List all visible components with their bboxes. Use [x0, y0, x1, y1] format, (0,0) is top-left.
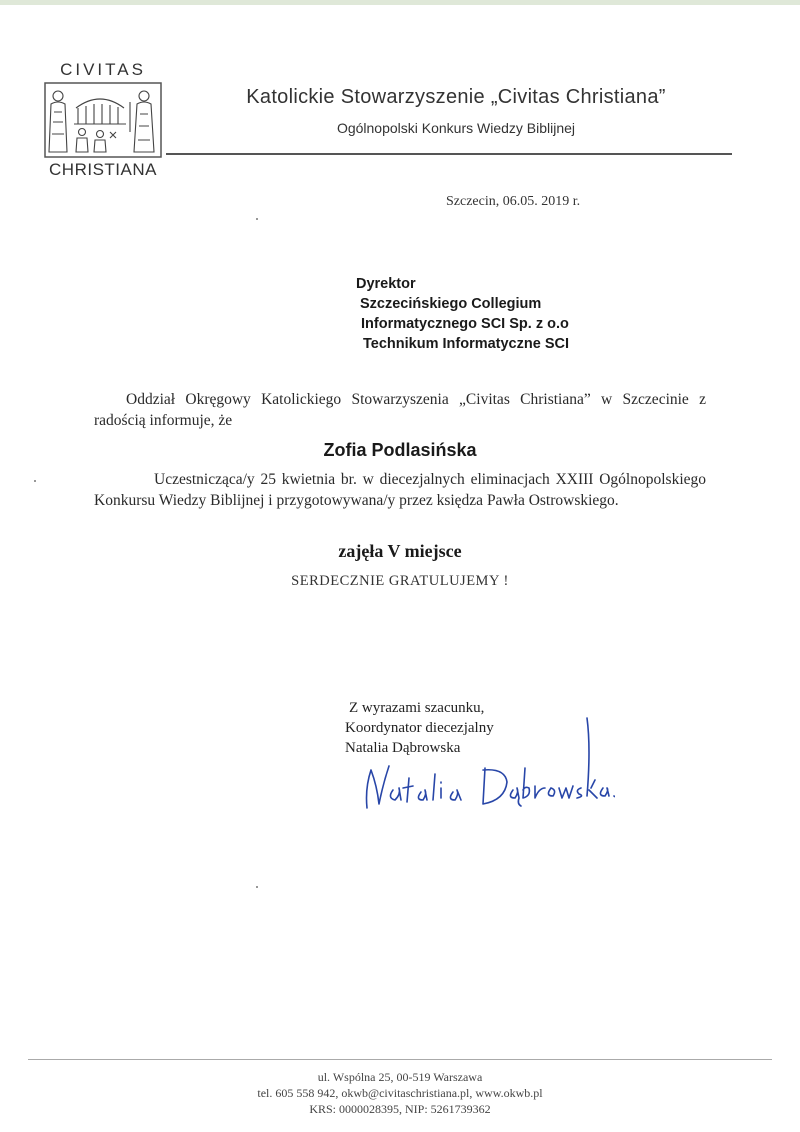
scan-speck: [34, 480, 36, 482]
intro-paragraph: Oddział Okręgowy Katolickiego Stowarzyszenia „Civitas Christiana” w Szczecinie z radością informuje, że: [94, 391, 706, 429]
recipient-line: Informatycznego SCI Sp. z o.o: [361, 316, 569, 332]
header-divider: [166, 153, 732, 155]
participant-name: Zofia Podlasińska: [323, 440, 477, 460]
organization-subtitle: Ogólnopolski Konkurs Wiedzy Biblijnej: [336, 120, 576, 136]
letter-date: Szczecin, 06.05. 2019 r.: [446, 194, 581, 209]
signer-name: Natalia Dąbrowska: [345, 740, 461, 756]
footer-divider: [28, 1059, 772, 1060]
recipient-line: Szczecińskiego Collegium: [360, 296, 542, 312]
signer-role: Koordynator diecezjalny: [345, 720, 494, 736]
handwritten-signature: [355, 708, 615, 818]
recipient-line: Technikum Informatyczne SCI: [363, 336, 569, 352]
organization-name: Katolickie Stowarzyszenie „Civitas Christiana”: [246, 86, 666, 108]
footer-address: ul. Wspólna 25, 00-519 Warszawa: [317, 1070, 483, 1084]
footer: [0, 1069, 800, 1117]
logo-text-top: CIVITAS: [60, 60, 146, 79]
placement-text: zajęła V miejsce: [338, 541, 462, 561]
scan-speck: [256, 886, 258, 888]
details-paragraph: Uczestnicząca/y 25 kwietnia br. w diecezjalnych eliminacjach XXIII Ogólnopolskiego Konkursu Wiedzy Biblijnej i przygotowywana/y przez księdza Pawła Ostrowskiego.: [94, 471, 706, 509]
congratulations-text: SERDECZNIE GRATULUJEMY !: [291, 573, 509, 589]
top-scan-strip: [0, 0, 800, 5]
recipient-line: Dyrektor: [356, 276, 416, 292]
footer-contact: tel. 605 558 942, okwb@civitaschristiana.pl, www.okwb.pl: [257, 1086, 543, 1100]
civitas-christiana-logo: [44, 82, 162, 158]
recipient-address: [356, 274, 569, 354]
scan-speck: [256, 218, 258, 220]
footer-registry: KRS: 0000028395, NIP: 5261739362: [309, 1102, 491, 1116]
closing-line: Z wyrazami szacunku,: [349, 700, 485, 716]
logo-text-bottom: CHRISTIANA: [49, 160, 157, 179]
